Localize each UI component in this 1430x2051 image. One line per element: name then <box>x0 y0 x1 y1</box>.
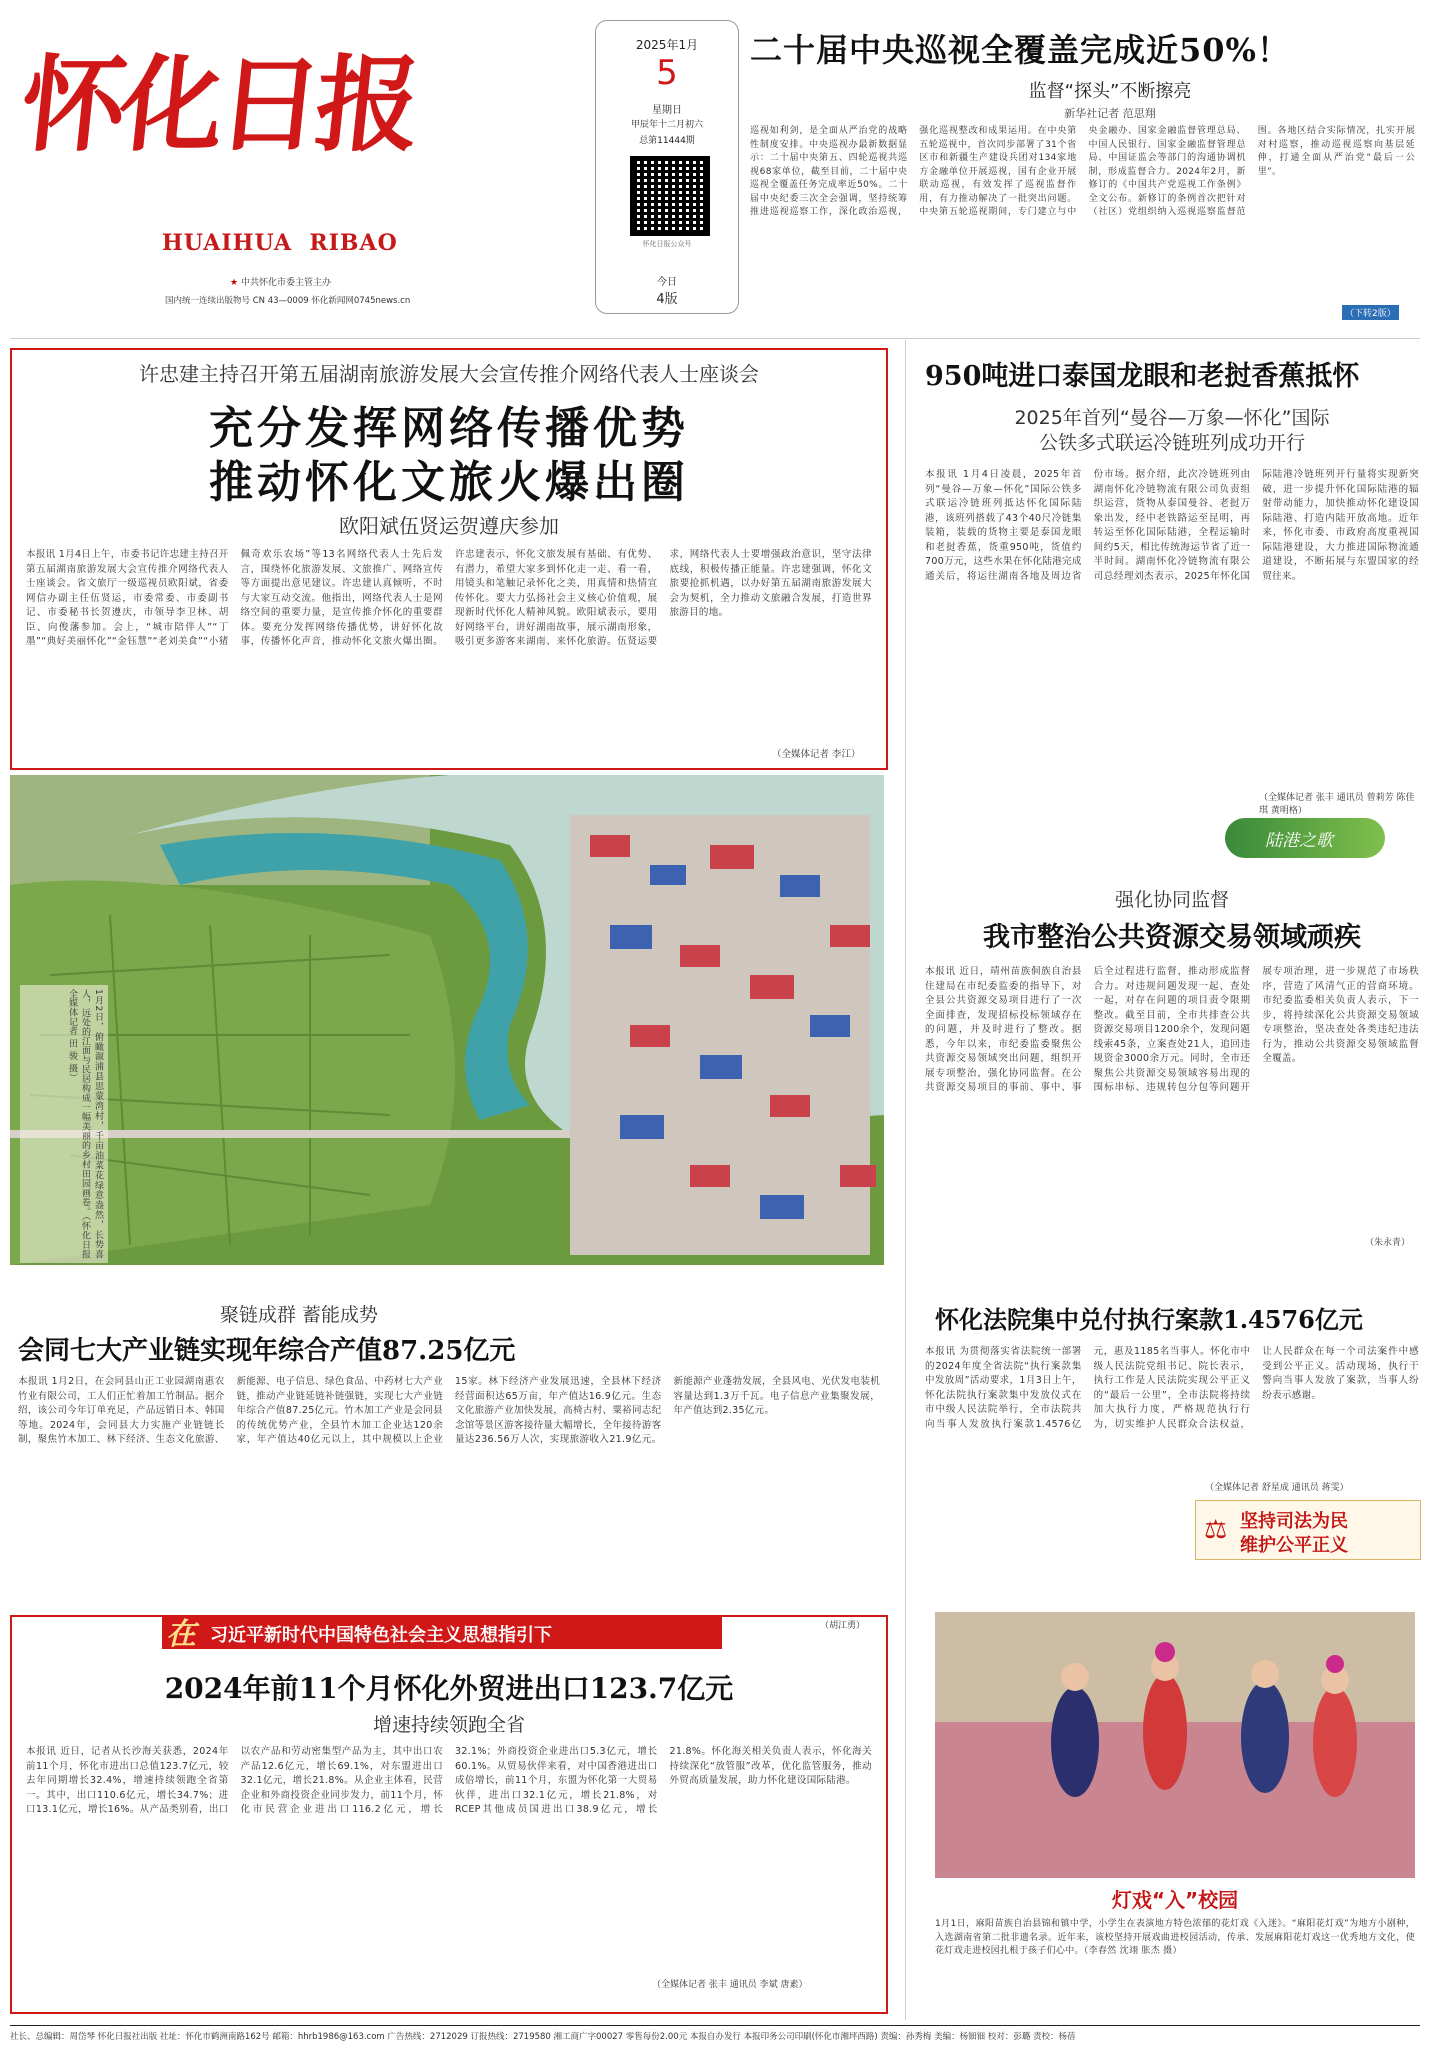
right-story-2 <box>925 885 1419 1248</box>
lead-body: 本报讯 1月4日上午，市委书记许忠建主持召开第五届湖南旅游发展大会宣传推介网络代表人士座谈会。省文旅厅一级巡视员欧阳斌，省委网信办副主任伍贤运，市委常委、市委副书记、市委秘书长贺遵庆，市领导李卫林、胡臣、向俊藩参加。会上，“城市陪伴人”“丁墨”“典好美丽怀化”“金钰慧”“老刘美食”“小猪佩奇欢乐农场”等13名网络代表人士先后发言，围绕怀化旅游发展、文旅推广、网络宣传等方面提出意见建议。许忠建认真倾听，不时与大家互动交流。他指出，网络代表人士是网络空间的重要力量，是宣传推介怀化的重要群体。要充分发挥网络传播优势，讲好怀化故事，传播怀化声音，推动怀化文旅火爆出圈。许忠建表示，怀化文旅发展有基础、有优势、有潜力，希望大家多到怀化走一走、看一看，用镜头和笔触记录怀化之美，用真情和热情宣传怀化。要大力弘扬社会主义核心价值观，展现新时代怀化人精神风貌。欧阳斌表示，要用好网络平台，讲好湖南故事，展示湖南形象，吸引更多游客来湖南、来怀化旅游。伍贤运要求，网络代表人士要增强政治意识，坚守法律底线，积极传播正能量。许忠建强调，怀化文旅要抢抓机遇，以办好第五届湖南旅游发展大会为契机，全力推动文旅融合发展，打造世界旅游目的地。 <box>26 549 872 647</box>
lead-kicker: 许忠建主持召开第五届湖南旅游发展大会宣传推介网络代表人士座谈会 <box>139 362 759 386</box>
photo-opera <box>935 1612 1415 2007</box>
lead-subhead: 欧阳斌伍贤运贺遵庆参加 <box>339 514 559 538</box>
right2-body: 本报讯 近日，靖州苗族侗族自治县住建局在市纪委监委的指导下，对全县公共资源交易项目进行了一次全面排查，发现招标投标领域存在的问题，并及时进行了整改。据悉，今年以来，市纪委监委聚焦公共资源交易领域突出问题，组织开展专项整治，强化协同监督。在公共资源交易项目的事前、事中、事后全过程进行监督，推动形成监督合力。对违规问题发现一起、查处一起，对存在问题的项目责令限期整改。截至目前，全市共排查公共资源交易项目1200余个，发现问题线索45条，立案查处21人，追回违规资金3000余万元。同时，全市还聚焦公共资源交易领域容易出现的围标串标、违规转包分包等问题开展专项治理，进一步规范了市场秩序，营造了风清气正的营商环境。市纪委监委相关负责人表示，下一步，将持续深化公共资源交易领域专项整治，坚决查处各类违纪违法行为，推动公共资源交易领域监督全覆盖。 <box>925 966 1419 1093</box>
right1-author: （全媒体记者 张丰 通讯员 曾莉芳 陈佳琪 黄明格） <box>1259 793 1415 816</box>
opera-photo-svg <box>935 1612 1415 1878</box>
continue-badge[interactable]: （下转2版） <box>1342 305 1399 320</box>
masthead-logo: 怀化日报 <box>15 43 421 166</box>
divider-top <box>10 338 1420 339</box>
date-year-month: 2025年1月 <box>635 38 699 52</box>
court-headline[interactable]: 怀化法院集中兑付执行案款1.4576亿元 <box>935 1305 1363 1334</box>
masthead-pinyin: HUAIHUA RIBAO <box>162 230 398 256</box>
today-label: 今日 <box>657 277 677 288</box>
issn-line: 国内统一连续出版物号 CN 43—0009 怀化新闻网0745news.cn <box>165 296 411 306</box>
scale-icon: ⚖ <box>1204 1515 1228 1545</box>
song-badge-label: 陆港之歌 <box>1265 831 1333 851</box>
footer-rule <box>10 2025 1420 2026</box>
opera-photo <box>935 1612 1415 1878</box>
court-badge <box>1195 1500 1421 1560</box>
court-author: （全媒体记者 舒星成 通讯员 蒋雯） <box>1205 1480 1415 1493</box>
court-badge-line-1: 坚持司法为民 <box>1240 1511 1348 1532</box>
page-count: 4版 <box>656 292 678 307</box>
right1-subhead-1: 2025年首列“曼谷—万象—怀化”国际 <box>1014 407 1330 429</box>
opera-title: 灯戏“入”校园 <box>1111 1888 1239 1912</box>
trade-subhead: 增速持续领跑全省 <box>372 1714 525 1736</box>
lead-story <box>10 348 888 770</box>
lead-author: （全媒体记者 李江） <box>772 749 861 760</box>
industry-kicker: 聚链成群 蓄能成势 <box>220 1304 379 1326</box>
top-story-subhead: 监督“探头”不断擦亮 <box>1028 81 1192 102</box>
right1-body: 本报讯 1月4日凌晨，2025年首列“曼谷—万象—怀化”国际公铁多式联运冷链班列抵达怀化国际陆港，该班列搭载了43个40尺冷链集装箱，装载的货物主要是泰国龙眼和老挝香蕉，货重950吨，货值约700万元，这些水果在怀化陆港完成通关后，将运往湖南各地及周边省份市场。据介绍，此次冷链班列由湖南怀化冷链物流有限公司负责组织运营，货物从泰国曼谷、老挝万象出发，经中老铁路运至昆明，再转运至怀化国际陆港，全程运输时间约5天，相比传统海运节省了近一半时间。湖南怀化冷链物流有限公司总经理刘杰表示，2025年怀化国际陆港冷链班列开行量将实现新突破，进一步提升怀化国际陆港的辐射带动能力，加快推动怀化建设国际陆港、打造内陆开放高地。近年来，怀化市委、市政府高度重视国际陆港建设，大力推进国际物流通道建设，不断拓展与东盟国家的经贸往来。 <box>925 469 1419 582</box>
right2-headline[interactable]: 我市整治公共资源交易领域顽疾 <box>983 922 1361 953</box>
right2-kicker: 强化协同监督 <box>1114 889 1229 911</box>
trade-story <box>10 1615 888 2014</box>
aerial-photo <box>10 775 884 1265</box>
date-box <box>595 20 739 314</box>
industry-body: 本报讯 1月2日，在会同县山正工业园湖南惠农竹业有限公司，工人们正忙着加工竹制品。据介绍，该公司今年订单充足，产品远销日本、韩国等地。2024年，会同县大力实施产业链链长制，聚焦竹木加工、林下经济、生态文化旅游、新能源、电子信息、绿色食品、中药材七大产业链，推动产业链延链补链强链，实现七大产业链年综合产值87.25亿元。竹木加工产业是会同县的传统优势产业，全县竹木加工企业达120余家，年产值达40亿元以上，其中规模以上企业15家。林下经济产业发展迅速，全县林下经济经营面积达65万亩，年产值达16.9亿元。生态文化旅游产业加快发展，高椅古村、粟裕同志纪念馆等景区游客接待量大幅增长，全年接待游客量达236.56万人次，实现旅游收入21.9亿元。新能源产业蓬勃发展，全县风电、光伏发电装机容量达到1.3万千瓦。电子信息产业集聚发展，年产值达到2.35亿元。 <box>18 1376 880 1445</box>
court-badge-line-2: 维护公平正义 <box>1240 1535 1348 1556</box>
lead-headline-1[interactable]: 充分发挥网络传播优势 <box>209 403 689 454</box>
qr-caption: 怀化日报公众号 <box>642 240 692 248</box>
court-body: 本报讯 为贯彻落实省法院统一部署的2024年度全省法院“执行案款集中发放周”活动要求，1月3日上午，怀化法院执行案款集中发放仪式在市中级人民法院举行，全市法院共向当事人发放执行案款1.4576亿元，惠及1185名当事人。怀化市中级人民法院党组书记、院长表示，执行工作是人民法院实现公平正义的“最后一公里”，全市法院将持续加大执行力度，严格规范执行行为，切实维护人民群众合法权益，让人民群众在每一个司法案件中感受到公平正义。活动现场，执行干警向当事人发放了案款，当事人纷纷表示感谢。 <box>925 1346 1419 1430</box>
song-badge[interactable] <box>1225 818 1385 858</box>
court-story <box>925 1300 1419 1600</box>
trade-body: 本报讯 近日，记者从长沙海关获悉，2024年前11个月，怀化市进出口总值123.7亿元，较去年同期增长32.4%，增速持续领跑全省第一。其中，出口110.6亿元，增长34.7%；进口13.1亿元，增长16%。从产品类别看，出口以农产品和劳动密集型产品为主，其中出口农产品12.6亿元，增长69.1%，对东盟进出口32.1亿元，增长21.8%。从企业主体看，民营企业和外商投资企业同步发力，前11个月，怀化市民营企业进出口116.2亿元，增长32.1%；外商投资企业进出口5.3亿元，增长60.1%。从贸易伙伴来看，对中国香港进出口成倍增长，前11个月，东盟为怀化第一大贸易伙伴，进出口32.1亿元，增长21.8%，对RCEP其他成员国进出口38.9亿元，增长21.8%。怀化海关相关负责人表示，怀化海关持续深化“放管服”改革，优化监管服务，推动外贸高质量发展，助力怀化建设国际陆港。 <box>26 1746 872 1815</box>
trade-author: （全媒体记者 张丰 通讯员 李斌 唐素） <box>652 1980 808 1990</box>
lead-headline-2[interactable]: 推动怀化文旅火爆出圈 <box>209 457 689 508</box>
theme-banner <box>162 1615 722 1652</box>
opera-caption: 1月1日，麻阳苗族自治县锦和镇中学，小学生在表演地方特色浓郁的花灯戏《入迷》。“麻阳花灯戏”为地方小剧种，入选湖南省第二批非遗名录。近年来，该校坚持开展戏曲进校园活动，传承、发展麻阳花灯戏这一优秀地方文化，使花灯戏走进校园扎根于孩子们心中。（李春然 沈翊 胀杰 摄） <box>935 1919 1415 1956</box>
theme-banner-lead: 在 <box>166 1617 196 1652</box>
top-story-headline[interactable]: 二十届中央巡视全覆盖完成近50%！ <box>750 31 1290 69</box>
date-day: 5 <box>656 53 678 93</box>
industry-story <box>10 1300 884 1630</box>
photo-main <box>10 775 884 1265</box>
sponsor-line: ★ 中共怀化市委主管主办 <box>230 278 331 288</box>
lunar-date: 甲辰年十二月初六 <box>630 120 703 130</box>
footer: 社长、总编辑：周岱琴 怀化日报社出版 社址：怀化市鹤洲南路162号 邮箱：hhrb1986@163.com 广告热线：2712029 订报热线：2719580 湘工商广字00027 零售每份2.00元 本报自办发行 本报印务公司印刷(怀化市湘坪西路) 责编：孙秀梅 美编：杨钿钿 校对：彭璐 责校：杨蓓 <box>10 2032 1076 2042</box>
industry-headline[interactable]: 会同七大产业链实现年综合产值87.25亿元 <box>18 1336 516 1366</box>
right-story-1 <box>925 348 1419 868</box>
issue-number: 总第11444期 <box>639 136 695 146</box>
weekday: 星期日 <box>652 105 682 116</box>
right1-headline[interactable]: 950吨进口泰国龙眼和老挝香蕉抵怀 <box>925 361 1360 392</box>
masthead <box>0 0 580 350</box>
qr-code-icon[interactable] <box>630 156 710 236</box>
right1-subhead-2: 公铁多式联运冷链班列成功开行 <box>1038 432 1305 454</box>
theme-banner-text: 习近平新时代中国特色社会主义思想指引下 <box>210 1625 552 1646</box>
right2-author: （朱永青） <box>1365 1238 1411 1248</box>
divider-vertical <box>905 340 906 2020</box>
top-story-body: 巡视如利剑，是全面从严治党的战略性制度安排。中央巡视办最新数据显示：二十届中央第五、四轮巡视共巡视68家单位，截至目前，二十届中央巡视全覆盖任务完成率近50%。二十届中央纪委三次全会强调，坚持统筹推进巡视巡察工作，深化政治巡视，强化巡视整改和成果运用。在中央第五轮巡视中，首次同步部署了31个省区市和新疆生产建设兵团对134家地方金融单位开展巡视，国有企业开展联动巡视，有效发挥了巡视监督作用，有力推动解决了一批突出问题。中央第五轮巡视期间，专门建立与中央金融办、国家金融监督管理总局、中国人民银行、国家金融监督管理总局、中国证监会等部门的沟通协调机制，形成监督合力。2024年2月，新修订的《中国共产党巡视工作条例》全文公布。新修订的条例首次把针对（社区）党组织纳入巡视巡察监督范围。各地区结合实际情况，扎实开展对村巡察，推动巡视巡察向基层延伸，打通全面从严治党“最后一公里”。 <box>750 126 1415 217</box>
aerial-photo-svg <box>10 775 884 1265</box>
top-story-byline: 新华社记者 范思翔 <box>1064 107 1156 120</box>
top-story <box>750 15 1415 320</box>
industry-author: （胡江勇） <box>820 1621 866 1631</box>
trade-headline[interactable]: 2024年前11个月怀化外贸进出口123.7亿元 <box>164 1672 734 1705</box>
photo-main-caption: 1月2日，俯瞰溆浦县思蒙湾村，千亩油菜花绿意盎然，长势喜人，远处的江面与民居构成一幅美丽的乡村田园画卷。（怀化日报全媒体记者 田 骏 摄） <box>20 985 108 1263</box>
party-emblem-icon: ★ <box>230 278 239 288</box>
